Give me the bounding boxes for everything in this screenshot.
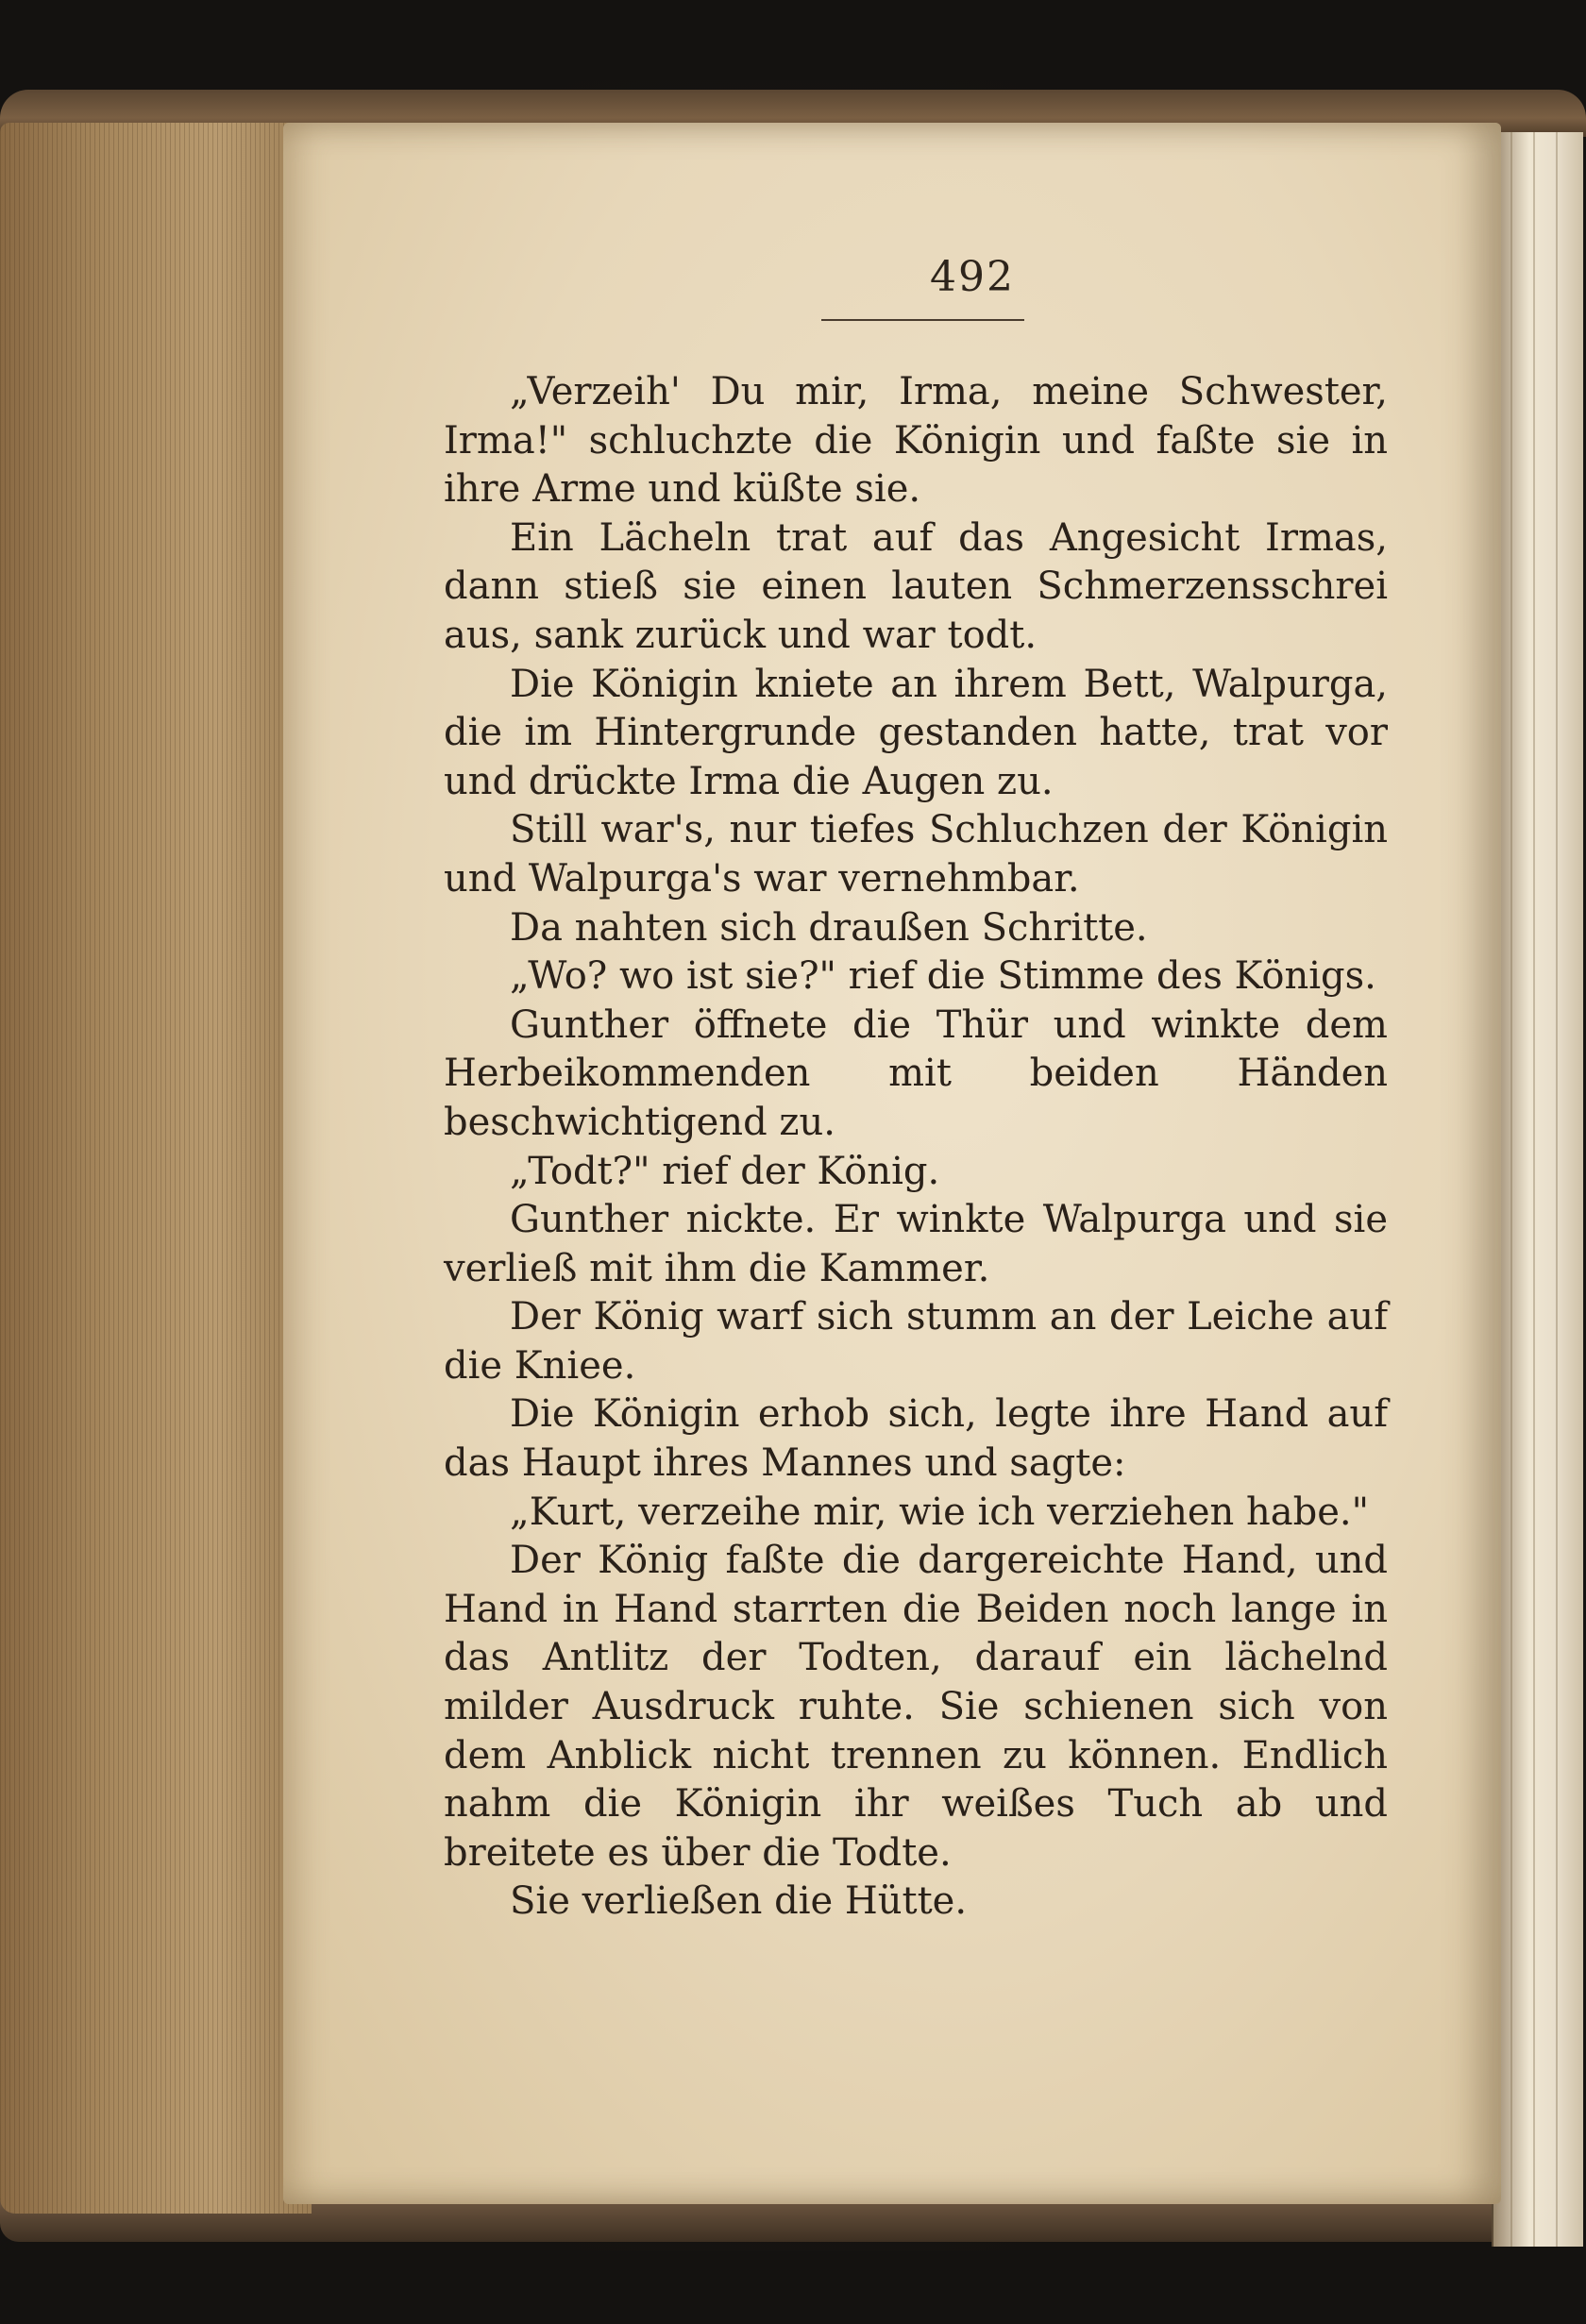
paragraph: Ein Lächeln trat auf das Angesicht Irmas, dann stieß sie einen lauten Schmerzensschrei aus, sank zurück und war todt. [444,515,1388,657]
page-body-text [444,368,1388,1927]
paragraph: Der König faßte die dargereichte Hand, und Hand in Hand starrten die Beiden noch lange in das Antlitz der Todten, darauf ein lächelnd milder Ausdruck ruhte. Sie schienen sich von dem Anblick nicht trennen zu können. Endlich nahm die Königin ihr weißes Tuch ab und breitete es über die Todte. [444,1539,1388,1875]
paragraph: Der König warf sich stumm an der Leiche auf die Kniee. [444,1295,1388,1388]
paragraph: Gunther öffnete die Thür und winkte dem Herbeikommenden mit beiden Händen beschwichtigend zu. [444,1002,1388,1144]
header-rule [821,319,1024,321]
paragraph: Die Königin erhob sich, legte ihre Hand auf das Haupt ihres Mannes und sagte: [444,1392,1388,1486]
paragraph: Gunther nickte. Er winkte Walpurga und sie verließ mit ihm die Kammer. [444,1198,1388,1290]
paragraph: „Verzeih' Du mir, Irma, meine Schwester, Irma!" schluchzte die Königin und faßte sie in ihre Arme und küßte sie. [444,370,1388,512]
paragraph: Still war's, nur tiefes Schluchzen der Königin und Walpurga's war vernehmbar. [444,808,1388,901]
facing-page-edge [1492,132,1583,2247]
paragraph: Sie verließen die Hütte. [510,1879,968,1924]
paragraph: Die Königin kniete an ihrem Bett, Walpurga, die im Hintergrunde gestanden hatte, trat vor und drückte Irma die Augen zu. [444,662,1388,803]
page-block-fore-edge [0,123,312,2214]
paragraph: Da nahten sich draußen Schritte. [510,905,1148,950]
paragraph: „Wo? wo ist sie?" rief die Stimme des Königs. [510,954,1376,999]
paragraph: „Todt?" rief der König. [510,1149,940,1193]
paragraph: „Kurt, verzeihe mir, wie ich verziehen habe." [510,1490,1369,1534]
page-number: 492 [930,253,1015,301]
